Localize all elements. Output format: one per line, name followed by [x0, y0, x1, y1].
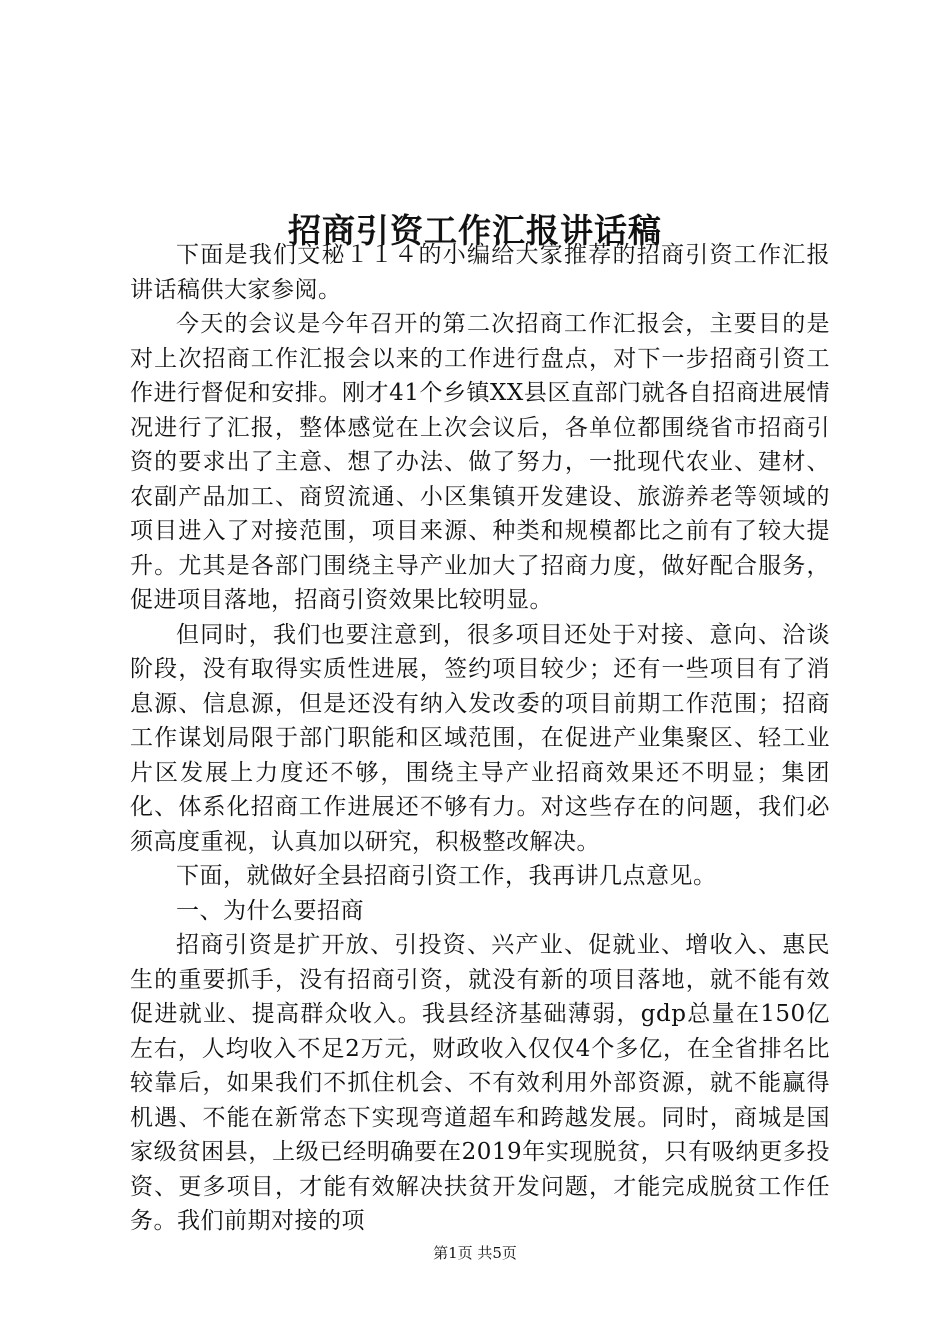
- document-title: 招商引资工作汇报讲话稿: [288, 211, 662, 251]
- page-number-footer: 第1页 共5页: [433, 1244, 517, 1262]
- paragraph-meeting-summary: 今天的会议是今年召开的第二次招商工作汇报会，主要目的是对上次招商工作汇报会以来的工作进行盘点，对下一步招商引资工作进行督促和安排。刚才41个乡镇XX县区直部门就各自招商进展情况进行了汇报，整体感觉在上次会议后，各单位都围绕省市招商引资的要求出了主意、想了办法、做了努力，一批现代农业、建材、农副产品加工、商贸流通、小区集镇开发建设、旅游养老等领域的项目进入了对接范围，项目来源、种类和规模都比之前有了较大提升。尤其是各部门围绕主导产业加大了招商力度，做好配合服务，促进项目落地，招商引资效果比较明显。: [130, 311, 830, 613]
- paragraph-intro: 下面是我们文秘１１４的小编给大家推荐的招商引资工作汇报讲话稿供大家参阅。: [130, 242, 830, 303]
- document-body: [130, 238, 830, 1239]
- paragraph-why-investment: 招商引资是扩开放、引投资、兴产业、促就业、增收入、惠民生的重要抓手，没有招商引资，就没有新的项目落地，就不能有效促进就业、提高群众收入。我县经济基础薄弱，gdp总量在150亿左右，人均收入不足2万元，财政收入仅仅4个多亿，在全省排名比较靠后，如果我们不抓住机会、不有效利用外部资源，就不能赢得机遇、不能在新常态下实现弯道超车和跨越发展。同时，商城是国家级贫困县，上级已经明确要在2019年实现脱贫，只有吸纳更多投资、更多项目，才能有效解决扶贫开发问题，才能完成脱贫工作任务。我们前期对接的项: [130, 932, 830, 1234]
- paragraph-problems: 但同时，我们也要注意到，很多项目还处于对接、意向、洽谈阶段，没有取得实质性进展，签约项目较少；还有一些项目有了消息源、信息源，但是还没有纳入发改委的项目前期工作范围；招商工作谋划局限于部门职能和区域范围，在促进产业集聚区、轻工业片区发展上力度还不够，围绕主导产业招商效果还不明显；集团化、体系化招商工作进展还不够有力。对这些存在的问题，我们必须高度重视，认真加以研究，积极整改解决。: [130, 621, 830, 855]
- section-heading-why-investment: 一、为什么要招商: [176, 897, 364, 924]
- paragraph-transition: 下面，就做好全县招商引资工作，我再讲几点意见。: [176, 863, 717, 889]
